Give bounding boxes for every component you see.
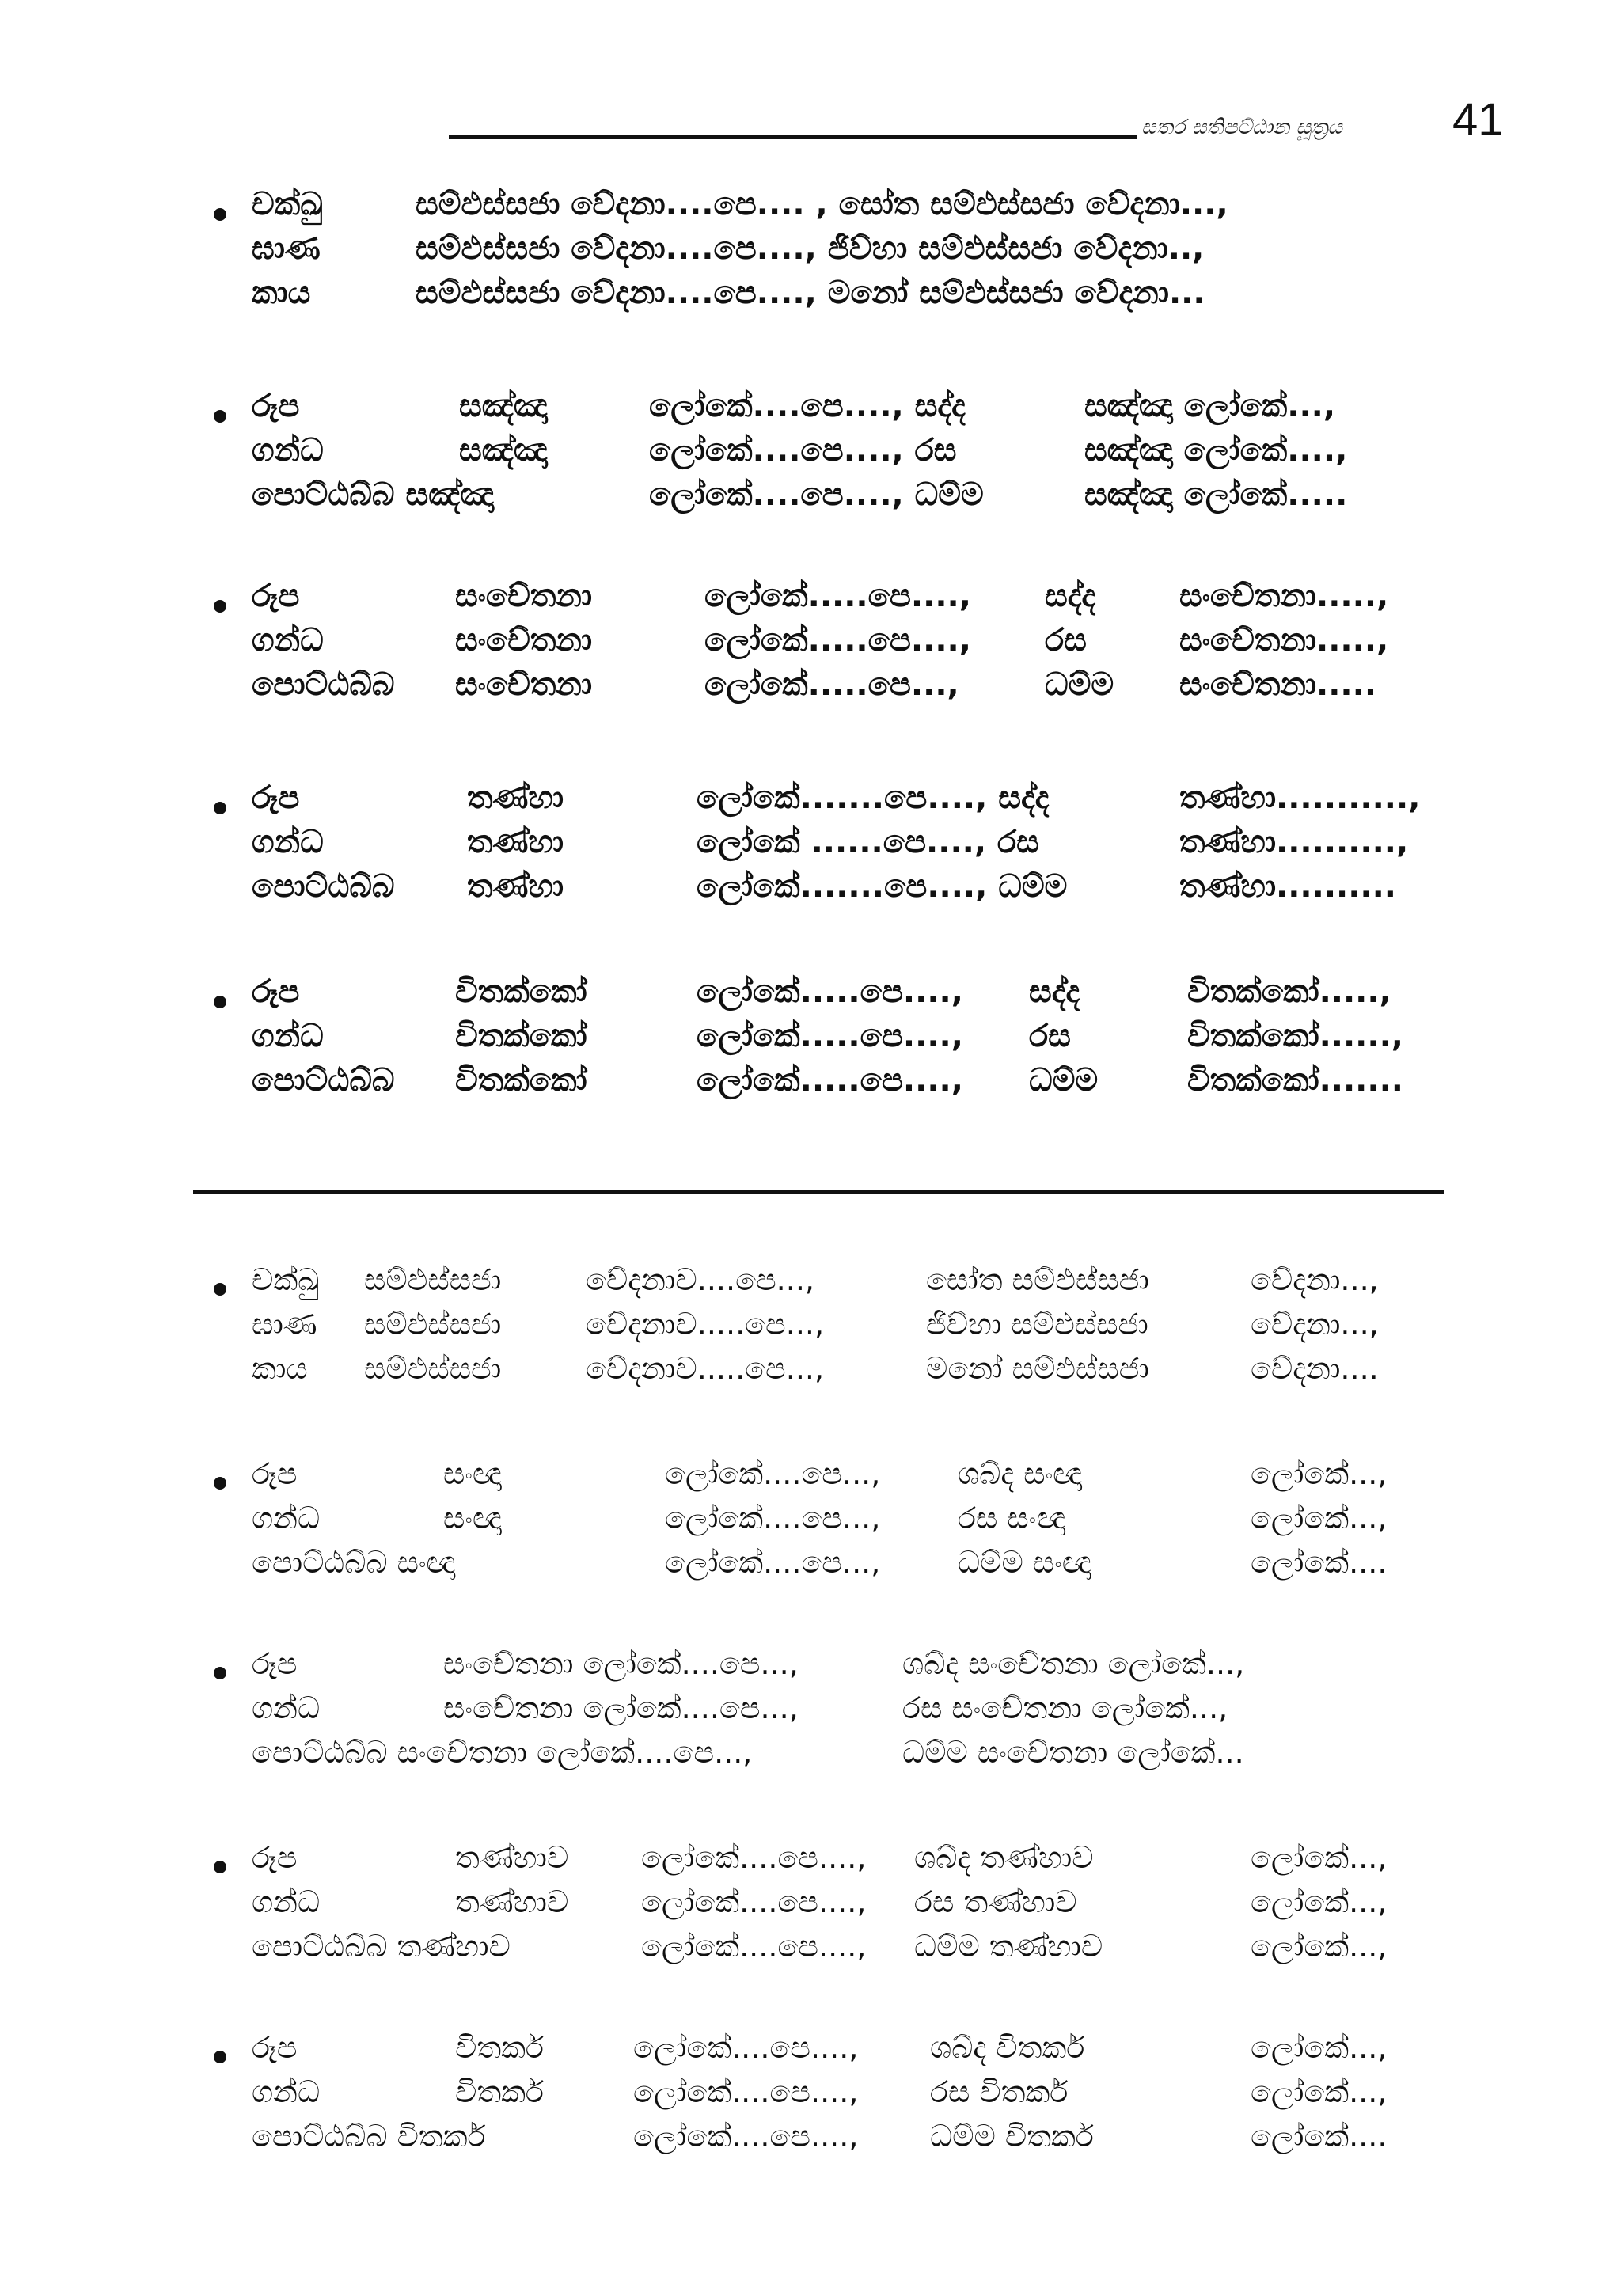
verse-cell: ලෝකේ.....පෙ...., (704, 622, 971, 658)
verse-cell: විතක්කෝ (455, 973, 587, 1010)
verse-line (0, 1501, 1621, 1551)
verse-cell: ලෝකේ..., (1251, 2074, 1388, 2109)
verse-cell: ලෝකේ....පෙ..., (665, 1456, 881, 1491)
verse-cell: තණ්හා.........., (1179, 824, 1409, 860)
verse-cell: රස විතර්ක (930, 2074, 1069, 2109)
verse-cell: විතර්ක (455, 2074, 544, 2109)
verse-cell: සෝත සම්ඵස්සජා (926, 1262, 1149, 1297)
verse-cell: රස තණ්හාව (914, 1884, 1077, 1919)
verse-cell: පොට්ඨබ්බ සංචේතනා ලෝකේ....පෙ..., (252, 1735, 753, 1770)
verse-cell: පොට්ඨබ්බ (252, 666, 395, 703)
verse-cell: චක්ඛු (252, 186, 323, 222)
verse-line (0, 1691, 1621, 1741)
verse-cell: තණ්හා.......... (1179, 868, 1396, 905)
verse-cell: විතක්කෝ....., (1187, 973, 1391, 1010)
verse-line (0, 1646, 1621, 1697)
verse-cell: ගන්ධ (252, 824, 324, 860)
verse-cell: රූප (252, 2030, 298, 2065)
verse-cell: ලෝකේ....පෙ...., (633, 2074, 859, 2109)
verse-line (0, 1262, 1621, 1313)
verse-cell: ලෝකේ.......පෙ...., සද්ද (697, 780, 1050, 816)
verse-cell: වේදනා..., (1251, 1262, 1379, 1297)
verse-line (0, 2119, 1621, 2169)
verse-cell: වේදනා..., (1251, 1307, 1379, 1342)
verse-cell: සම්ඵස්සජා (364, 1351, 502, 1386)
verse-cell: සංචේතනා ලෝකේ....පෙ..., (443, 1691, 799, 1725)
verse-cell: ලෝකේ....පෙ..., (665, 1501, 881, 1535)
verse-cell: රූප (252, 780, 300, 816)
verse-cell: ලෝකේ....පෙ...., (641, 1884, 867, 1919)
verse-cell: සම්ඵස්සජා වේදනා....පෙ...., මනෝ සම්ඵස්සජා වේදනා... (416, 275, 1205, 311)
verse-cell: ගන්ධ (252, 1884, 321, 1919)
verse-cell: ලෝකේ..., (1251, 1501, 1388, 1535)
verse-cell: ධම්ම තණ්හාව (914, 1929, 1103, 1964)
verse-cell: ලෝකේ.....පෙ...., (697, 1018, 963, 1054)
verse-cell: ලෝකේ.....පෙ...., (697, 973, 963, 1010)
header-title: සතර සතිපට්ඨාන සූත්‍රය (1141, 116, 1342, 139)
verse-line (0, 1929, 1621, 1979)
verse-cell: රූප (252, 1840, 298, 1875)
verse-cell: සංඥා (443, 1456, 502, 1491)
verse-cell: තණ්හා (467, 780, 564, 816)
verse-cell: ධම්ම (1045, 666, 1114, 703)
verse-cell: සද්ද (1045, 578, 1096, 614)
verse-line (0, 2030, 1621, 2081)
verse-cell: පොට්ඨබ්බ (252, 868, 395, 905)
verse-cell: රූප (252, 1456, 298, 1491)
verse-cell: විතර්ක (455, 2030, 544, 2065)
verse-cell: සම්ඵස්සජා (364, 1262, 502, 1297)
verse-cell: ගන්ධ (252, 1501, 321, 1535)
verse-cell: පොට්ඨබ්බ (252, 1062, 395, 1099)
verse-cell: විතක්කෝ......, (1187, 1018, 1403, 1054)
verse-cell: සඤ්ඤා ලෝකේ..., (1084, 388, 1336, 424)
verse-cell: සඤ්ඤා (459, 432, 548, 469)
verse-cell: සම්ඵස්සජා (364, 1307, 502, 1342)
verse-cell: ගන්ධ (252, 432, 324, 469)
page-number: 41 (1452, 94, 1504, 146)
verse-line (0, 1884, 1621, 1935)
verse-cell: ලෝකේ..., (1251, 1884, 1388, 1919)
verse-cell: ශබ්ද තණ්හාව (914, 1840, 1094, 1875)
verse-cell: ලෝකේ..., (1251, 1840, 1388, 1875)
verse-line (0, 2074, 1621, 2125)
verse-cell: ශබ්ද සංඥා (958, 1456, 1083, 1491)
verse-cell: රස (1045, 622, 1087, 658)
verse-cell: තණ්හාව (455, 1840, 569, 1875)
verse-cell: රස (1029, 1018, 1071, 1054)
verse-cell: සංචේතනා..... (1179, 666, 1377, 703)
verse-cell: ධම්ම සංඥා (958, 1545, 1091, 1580)
verse-cell: වේදනාව.....පෙ..., (586, 1307, 825, 1342)
verse-line (0, 1735, 1621, 1786)
verse-cell: සඤ්ඤා (459, 388, 548, 424)
verse-cell: ධම්ම (1029, 1062, 1099, 1099)
verse-cell: සංචේතනා (455, 622, 593, 658)
verse-cell: ලෝකේ..., (1251, 2030, 1388, 2065)
verse-cell: ශබ්ද සංචේතනා ලෝකේ..., (902, 1646, 1245, 1681)
verse-cell: ලෝකේ..., (1251, 1929, 1388, 1964)
verse-cell: ගන්ධ (252, 622, 324, 658)
verse-cell: ධම්ම සංචේතනා ලෝකේ... (902, 1735, 1244, 1770)
verse-cell: තණ්හා (467, 824, 564, 860)
verse-cell: සම්ඵස්සජා වේදනා....පෙ...., ජිව්හා සම්ඵස්සජා වේදනා.., (416, 230, 1205, 267)
verse-cell: ජිව්හා සම්ඵස්සජා (926, 1307, 1148, 1342)
verse-cell: තණ්හා..........., (1179, 780, 1421, 816)
verse-cell: පොට්ඨබ්බ විතර්ක (252, 2119, 486, 2154)
verse-line (0, 1840, 1621, 1891)
verse-cell: චක්ඛු (252, 1262, 320, 1297)
verse-cell: ලෝකේ..., (1251, 1456, 1388, 1491)
verse-cell: විතක්කෝ....... (1187, 1062, 1403, 1099)
verse-cell: ඝාණ (252, 1307, 317, 1342)
verse-cell: සංචේතනා....., (1179, 578, 1389, 614)
verse-cell: වේදනාව.....පෙ..., (586, 1351, 825, 1386)
verse-line (0, 1545, 1621, 1596)
verse-cell: ලෝකේ.....පෙ...., (704, 578, 971, 614)
verse-cell: රූප (252, 1646, 298, 1681)
verse-cell: විතක්කෝ (455, 1018, 587, 1054)
verse-cell: ලෝකේ.... (1251, 1545, 1388, 1580)
verse-cell: රූප (252, 388, 300, 424)
verse-cell: සඤ්ඤා ලෝකේ..... (1084, 476, 1348, 513)
verse-cell: ලෝකේ....පෙ..., (665, 1545, 881, 1580)
verse-cell: සඤ්ඤා ලෝකේ...., (1084, 432, 1348, 469)
verse-cell: ලෝකේ....පෙ...., (633, 2119, 859, 2154)
verse-line (0, 1456, 1621, 1507)
verse-cell: කාය (252, 275, 311, 311)
verse-cell: ශබ්ද විතර්ක (930, 2030, 1085, 2065)
verse-cell: රස සංඥා (958, 1501, 1066, 1535)
verse-cell: සද්ද (1029, 973, 1080, 1010)
verse-cell: සංචේතනා ලෝකේ....පෙ..., (443, 1646, 799, 1681)
verse-cell: පොට්ඨබ්බ සඤ්ඤා (252, 476, 495, 513)
verse-cell: රස සංචේතනා ලෝකේ..., (902, 1691, 1228, 1725)
verse-cell: ගන්ධ (252, 1018, 324, 1054)
verse-cell: රූප (252, 973, 300, 1010)
verse-cell: ලෝකේ.......පෙ...., ධම්ම (697, 868, 1068, 905)
verse-cell: ලෝකේ.....පෙ...., (697, 1062, 963, 1099)
verse-cell: ලෝකේ....පෙ...., ධම්ම (649, 476, 984, 513)
verse-cell: සංචේතනා....., (1179, 622, 1389, 658)
verse-cell: සංචේතනා (455, 666, 593, 703)
verse-cell: කාය (252, 1351, 308, 1386)
verse-cell: සංචේතනා (455, 578, 593, 614)
verse-cell: ලෝකේ....පෙ...., රස (649, 432, 957, 469)
verse-cell: සම්ඵස්සජා වේදනා....පෙ.... , සෝත සම්ඵස්සජා වේදනා..., (416, 186, 1228, 222)
verse-cell: රූප (252, 578, 300, 614)
verse-cell: ලෝකේ....පෙ...., (641, 1840, 867, 1875)
verse-cell: ලෝකේ ......පෙ...., රස (697, 824, 1039, 860)
verse-cell: ගන්ධ (252, 2074, 321, 2109)
verse-cell: තණ්හා (467, 868, 564, 905)
verse-cell: පොට්ඨබ්බ සංඥා (252, 1545, 456, 1580)
verse-line (0, 1307, 1621, 1357)
verse-cell: ලෝකේ.... (1251, 2119, 1388, 2154)
verse-cell: තණ්හාව (455, 1884, 569, 1919)
verse-cell: ධම්ම විතර්ක (930, 2119, 1094, 2154)
verse-cell: මනෝ සම්ඵස්සජා (926, 1351, 1149, 1386)
verse-cell: ලෝකේ....පෙ...., සද්ද (649, 388, 966, 424)
verse-line (0, 1351, 1621, 1402)
verse-cell: වේදනාව....පෙ..., (586, 1262, 814, 1297)
verse-cell: සංඥා (443, 1501, 502, 1535)
verse-cell: පොට්ඨබ්බ තණ්හාව (252, 1929, 511, 1964)
verse-cell: වේදනා.... (1251, 1351, 1379, 1386)
verse-cell: ලෝකේ....පෙ...., (633, 2030, 859, 2065)
verse-cell: විතක්කෝ (455, 1062, 587, 1099)
verse-cell: ඝාණ (252, 230, 321, 267)
verse-cell: ලෝකේ.....පෙ..., (704, 666, 959, 703)
verse-cell: ලෝකේ....පෙ...., (641, 1929, 867, 1964)
verse-cell: ගන්ධ (252, 1691, 321, 1725)
